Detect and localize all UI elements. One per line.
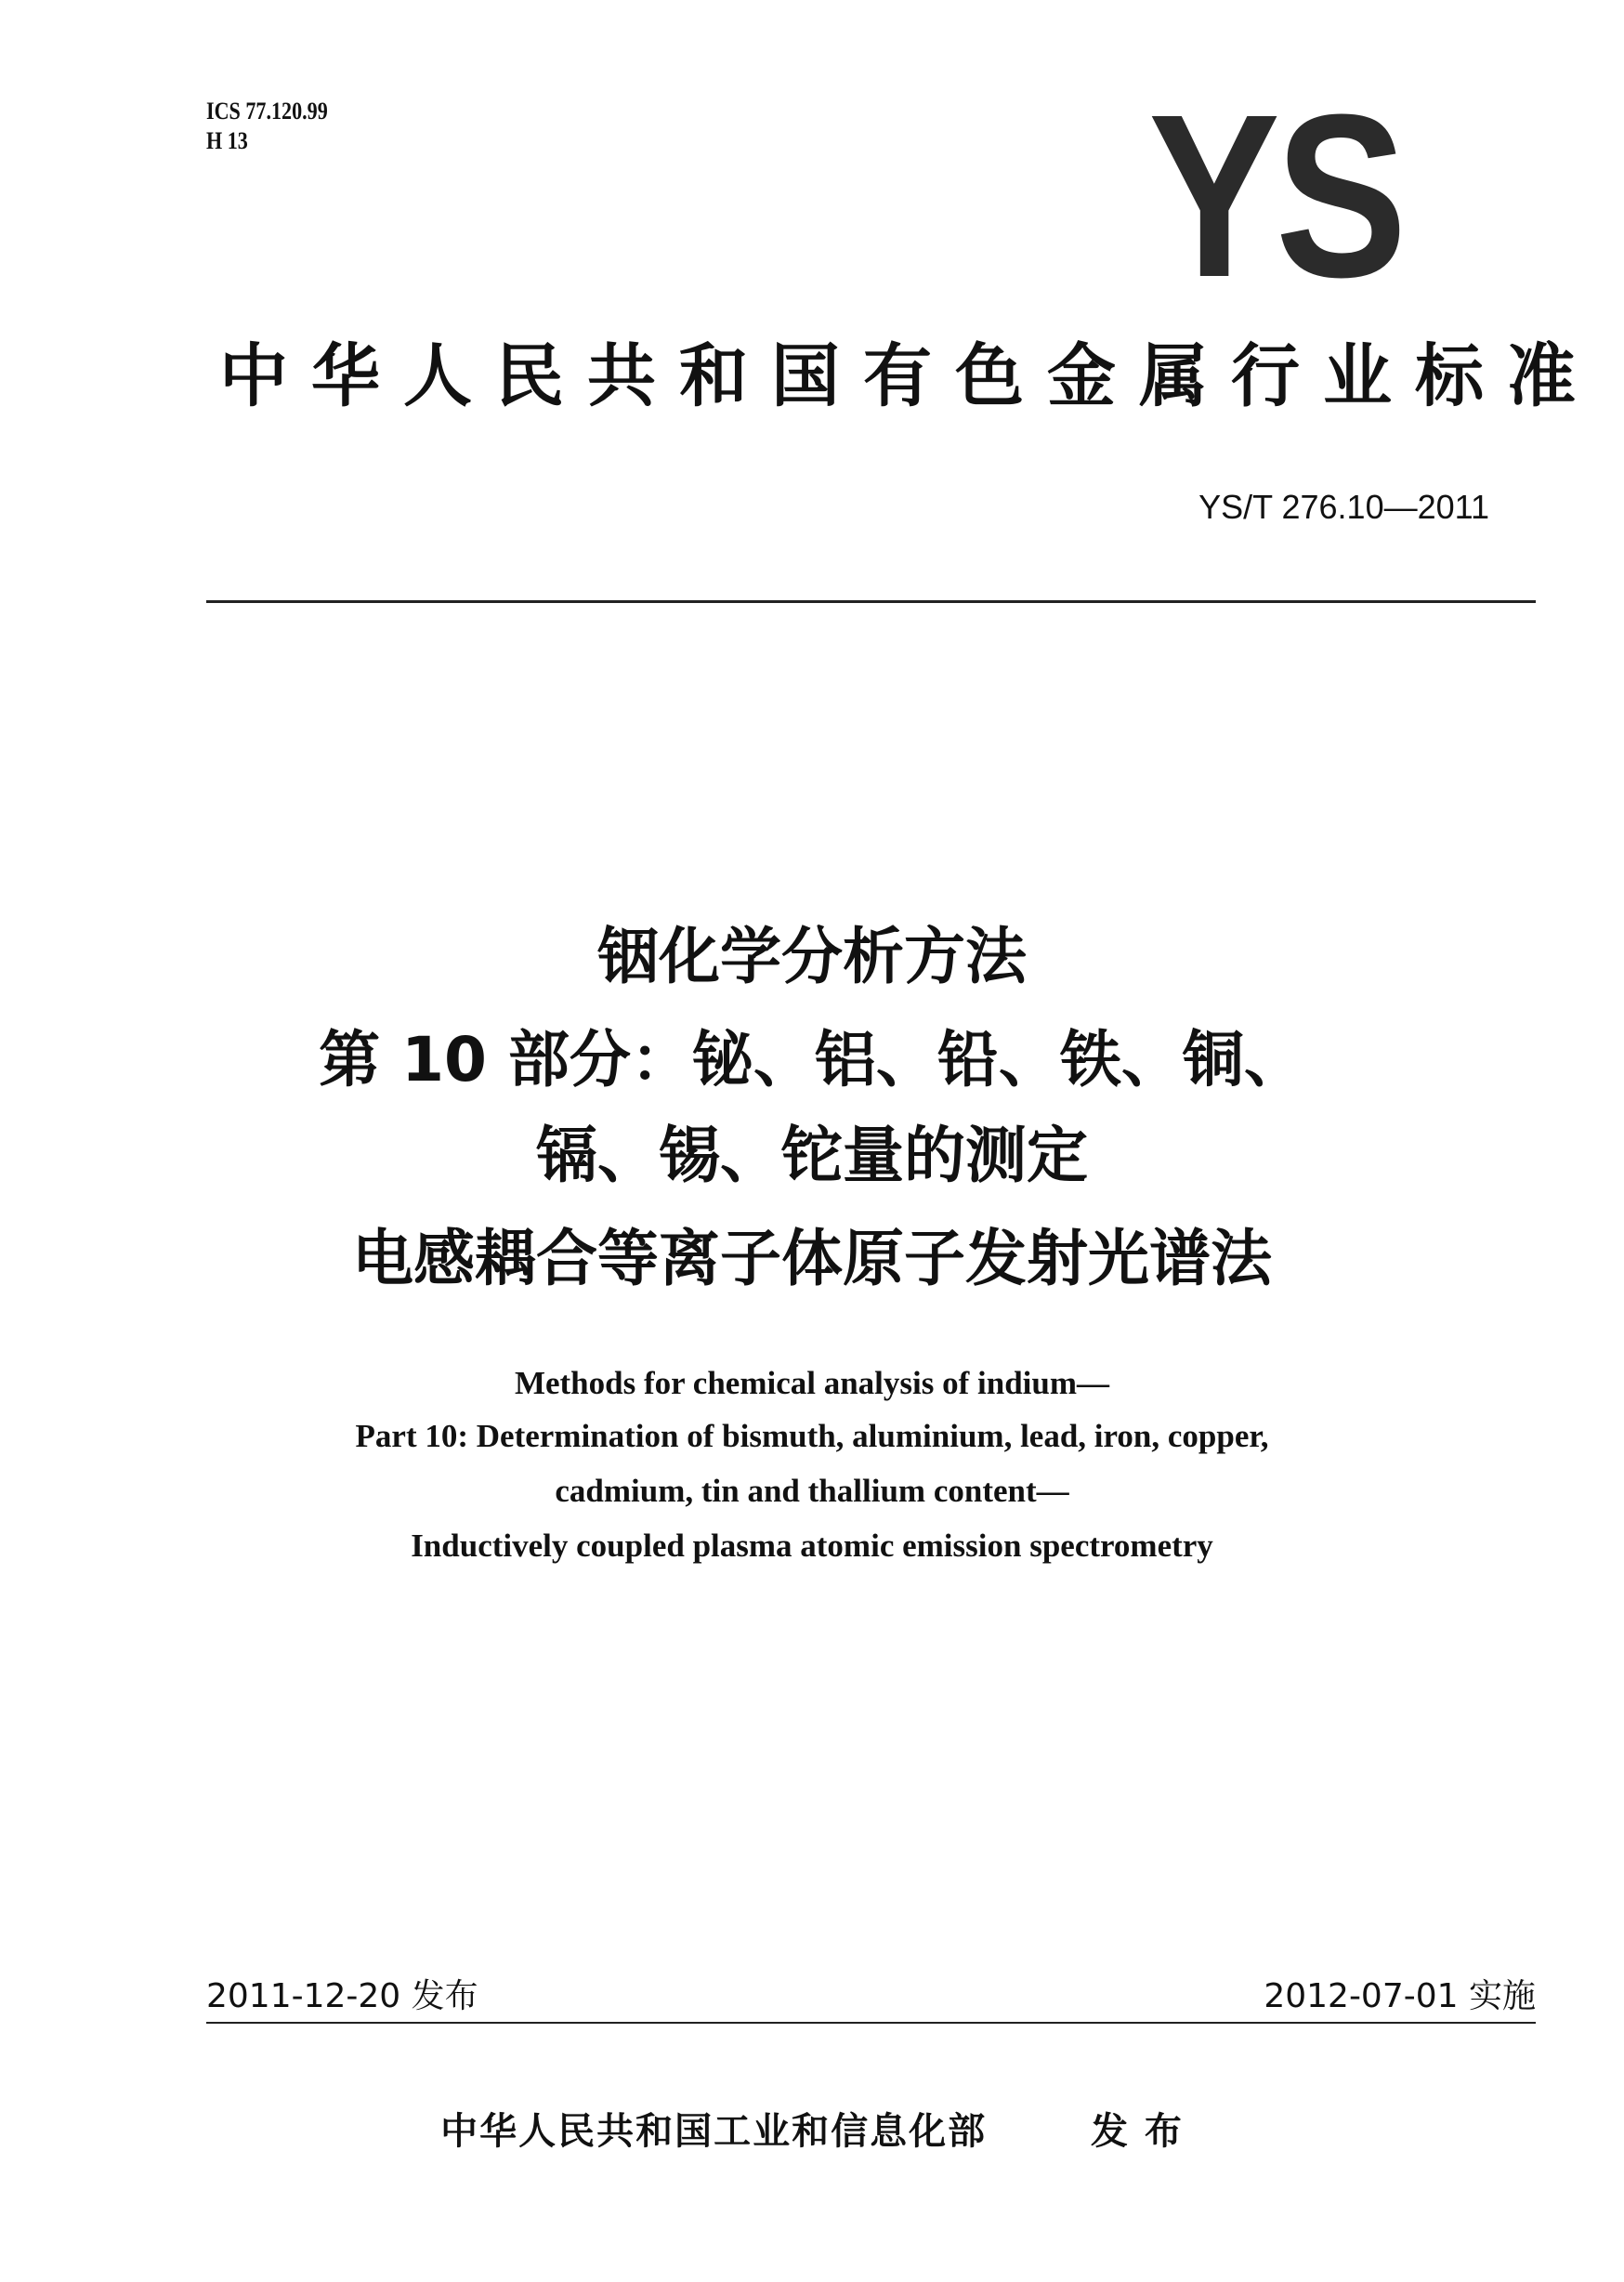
top-divider: [206, 600, 1536, 603]
publisher-line: [0, 2102, 1624, 2155]
publish-label: 发 布: [1090, 2110, 1184, 2153]
issue-date: 2011-12-20 发布: [206, 1977, 478, 2015]
ccs-number: H 13: [206, 127, 248, 154]
title-cn-line-4: 电感耦合等离子体原子发射光谱法: [352, 1223, 1272, 1294]
standard-type-heading: 中华人民共和国有色金属行业标准: [219, 336, 1599, 416]
bottom-divider: [206, 2022, 1536, 2024]
standard-number: YS/T 276.10—2011: [1198, 488, 1489, 526]
title-cn-line-3: 镉、锡、铊量的测定: [536, 1120, 1088, 1191]
title-en-line-3: cadmium, tin and thallium content—: [555, 1473, 1069, 1509]
ics-number: ICS 77.120.99: [206, 98, 328, 125]
title-en-line-1: Methods for chemical analysis of indium—: [514, 1365, 1110, 1401]
title-en-line-2: Part 10: Determination of bismuth, aluminium, lead, iron, copper,: [355, 1418, 1269, 1454]
publisher-name: 中华人民共和国工业和信息化部: [440, 2110, 988, 2153]
title-cn-line-1: 铟化学分析方法: [597, 921, 1027, 992]
title-en-line-4: Inductively coupled plasma atomic emission spectrometry: [411, 1528, 1213, 1564]
implement-date: 2012-07-01 实施: [1264, 1977, 1536, 2015]
ys-logo: [1126, 66, 1447, 325]
title-cn-line-2: 第 10 部分：铋、铝、铅、铁、铜、: [319, 1024, 1305, 1095]
ics-codes: [206, 97, 328, 156]
ys-logo-text: YS: [1148, 66, 1403, 325]
